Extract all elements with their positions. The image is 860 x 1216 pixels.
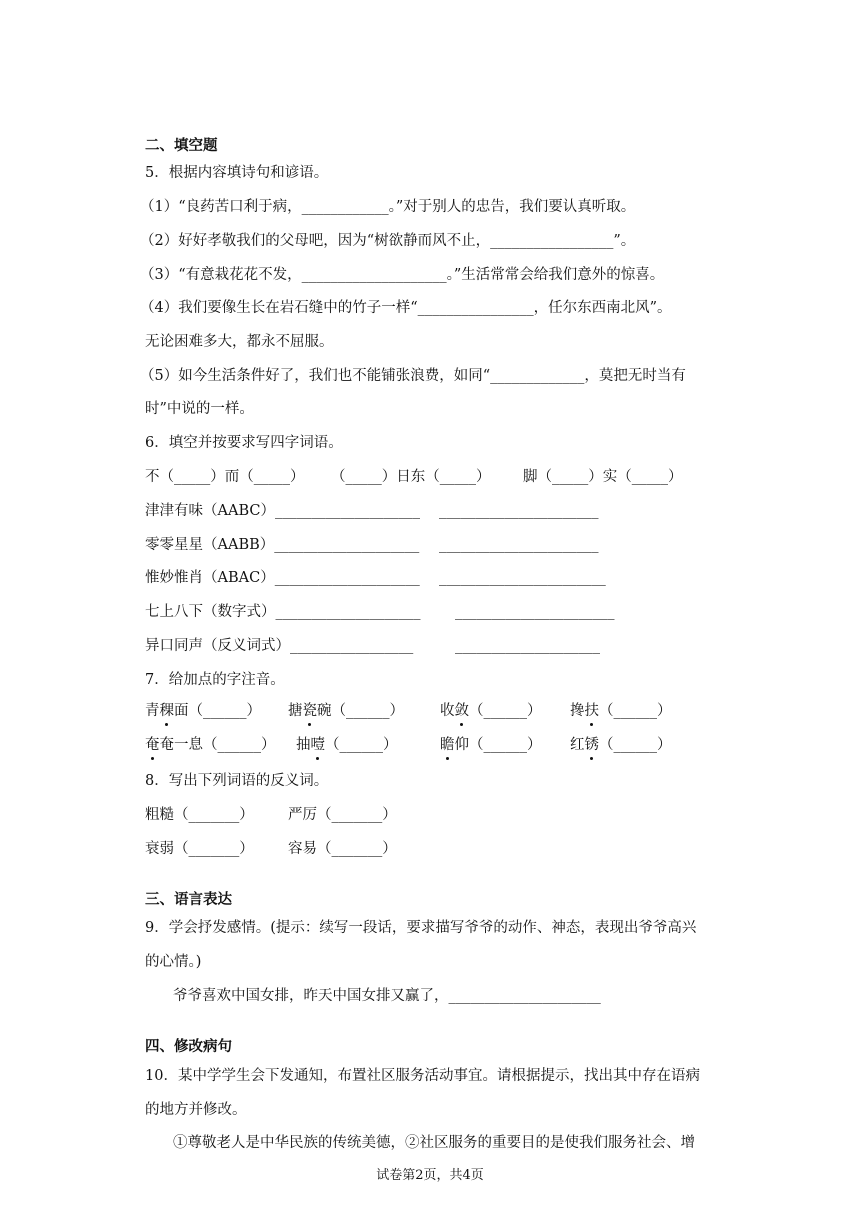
q7-word	[440, 701, 542, 721]
q6-fill-row	[145, 467, 745, 487]
q10-line-3: ①尊敬老人是中华民族的传统美德，②社区服务的重要目的是使我们服务社会、增	[173, 1135, 695, 1151]
q7-dotted-char: 瓷	[302, 703, 317, 719]
q7-word	[145, 735, 276, 755]
section-title-fill-blank: 二、填空题	[145, 138, 218, 154]
q5-item-4a: （4）我们要像生长在岩石缝中的竹子一样“________________，任尔东西南北风”。	[140, 300, 672, 316]
q7-word	[440, 735, 542, 755]
q7-char: 收	[440, 703, 455, 719]
q6-stem: 6．填空并按要求写四字词语。	[145, 435, 343, 451]
q6-fill-3: 脚（_____）实（_____）	[523, 469, 683, 485]
q7-dotted-char: 扶	[584, 703, 599, 719]
q9-line-2: 的心情。)	[145, 954, 202, 970]
q6-row-label: 惟妙惟肖（ABAC）____________________	[145, 570, 420, 586]
section-title-correction: 四、修改病句	[145, 1039, 232, 1055]
q6-fill-2: （_____）日东（_____）	[331, 469, 491, 485]
q10-line-2: 的地方并修改。	[145, 1102, 247, 1118]
page-footer: 试卷第2页，共4页	[376, 1168, 484, 1183]
q6-row-blank: _______________________	[439, 570, 606, 586]
q5-item-4b: 无论困难多大，都永不屈服。	[145, 334, 334, 350]
q7-pinyin-blank: 仰（______）	[454, 737, 542, 753]
q7-pinyin-blank: 碗（______）	[317, 703, 404, 719]
q6-row-blank: ______________________	[439, 537, 599, 553]
q5-item-1: （1）“良药苦口利于病，____________。”对于别人的忠告，我们要认真听取。	[140, 199, 636, 215]
q7-dotted-char: 敛	[454, 703, 469, 719]
q6-row-1	[145, 501, 745, 521]
q5-item-5a: （5）如今生活条件好了，我们也不能铺张浪费，如同“_____________，莫把无时当有	[140, 368, 686, 384]
q5-item-2: （2）好好孝敬我们的父母吧，因为“树欲静而风不止，_________________”。	[140, 233, 636, 249]
q7-dotted-char: 稞	[159, 703, 174, 719]
q8-word: 严厉（_______）	[288, 807, 397, 823]
q7-pinyin-blank: （______）	[599, 703, 672, 719]
q7-char: 抽	[296, 737, 311, 753]
q6-row-2	[145, 535, 745, 555]
q6-row-5	[145, 636, 745, 656]
q6-row-label: 零零星星（AABB）____________________	[145, 537, 420, 553]
q8-stem: 8．写出下列词语的反义词。	[145, 773, 329, 789]
section-title-expression: 三、语言表达	[145, 892, 232, 908]
q7-char: 搪	[288, 703, 303, 719]
q9-line-3: 爷爷喜欢中国女排，昨天中国女排又赢了，_____________________	[173, 988, 601, 1004]
q7-pinyin-blank: 奄一息（______）	[159, 737, 276, 753]
q7-pinyin-blank: （______）	[469, 703, 542, 719]
q7-dotted-char: 锈	[584, 737, 599, 753]
q6-row-label: 异口同声（反义词式）_________________	[145, 638, 414, 654]
q7-word	[296, 735, 398, 755]
q7-word	[288, 701, 404, 721]
q6-row-blank: ______________________	[455, 604, 615, 620]
q7-char: 青	[145, 703, 160, 719]
q7-dotted-char: 奄	[145, 737, 160, 753]
q7-word	[145, 701, 261, 721]
q5-stem: 5．根据内容填诗句和谚语。	[145, 165, 329, 181]
q6-row-label: 津津有味（AABC）____________________	[145, 503, 420, 519]
q7-char: 搀	[570, 703, 585, 719]
q6-row-label: 七上八下（数字式）____________________	[145, 604, 421, 620]
q7-pinyin-blank: （______）	[599, 737, 672, 753]
q7-dotted-char: 噎	[310, 737, 325, 753]
q5-item-3: （3）“有意栽花花不发，____________________。”生活常常会给我们意外的惊喜。	[140, 267, 665, 283]
q7-word	[570, 701, 672, 721]
q10-line-1: 10．某中学学生会下发通知，布置社区服务活动事宜。请根据提示，找出其中存在语病	[145, 1068, 700, 1084]
q7-dotted-char: 瞻	[440, 737, 455, 753]
q6-row-3	[145, 568, 745, 588]
q8-row-2	[145, 839, 745, 859]
q5-item-5b: 时”中说的一样。	[145, 401, 254, 417]
q6-fill-1: 不（_____）而（_____）	[145, 469, 305, 485]
q8-word: 衰弱（_______）	[145, 841, 254, 857]
q7-word	[570, 735, 672, 755]
q7-char: 红	[570, 737, 585, 753]
q9-line-1: 9．学会抒发感情。(提示：续写一段话，要求描写爷爷的动作、神态，表现出爷爷高兴	[145, 920, 697, 936]
q7-pinyin-blank: 面（______）	[174, 703, 261, 719]
q8-word: 粗糙（_______）	[145, 807, 254, 823]
q8-row-1	[145, 805, 745, 825]
q6-row-blank: ____________________	[455, 638, 600, 654]
q7-row-2	[145, 735, 745, 755]
q7-row-1	[145, 701, 745, 721]
q8-word: 容易（_______）	[288, 841, 397, 857]
q6-row-blank: ______________________	[439, 503, 599, 519]
q6-row-4	[145, 602, 745, 622]
q7-pinyin-blank: （______）	[325, 737, 398, 753]
q7-stem: 7．给加点的字注音。	[145, 672, 285, 688]
